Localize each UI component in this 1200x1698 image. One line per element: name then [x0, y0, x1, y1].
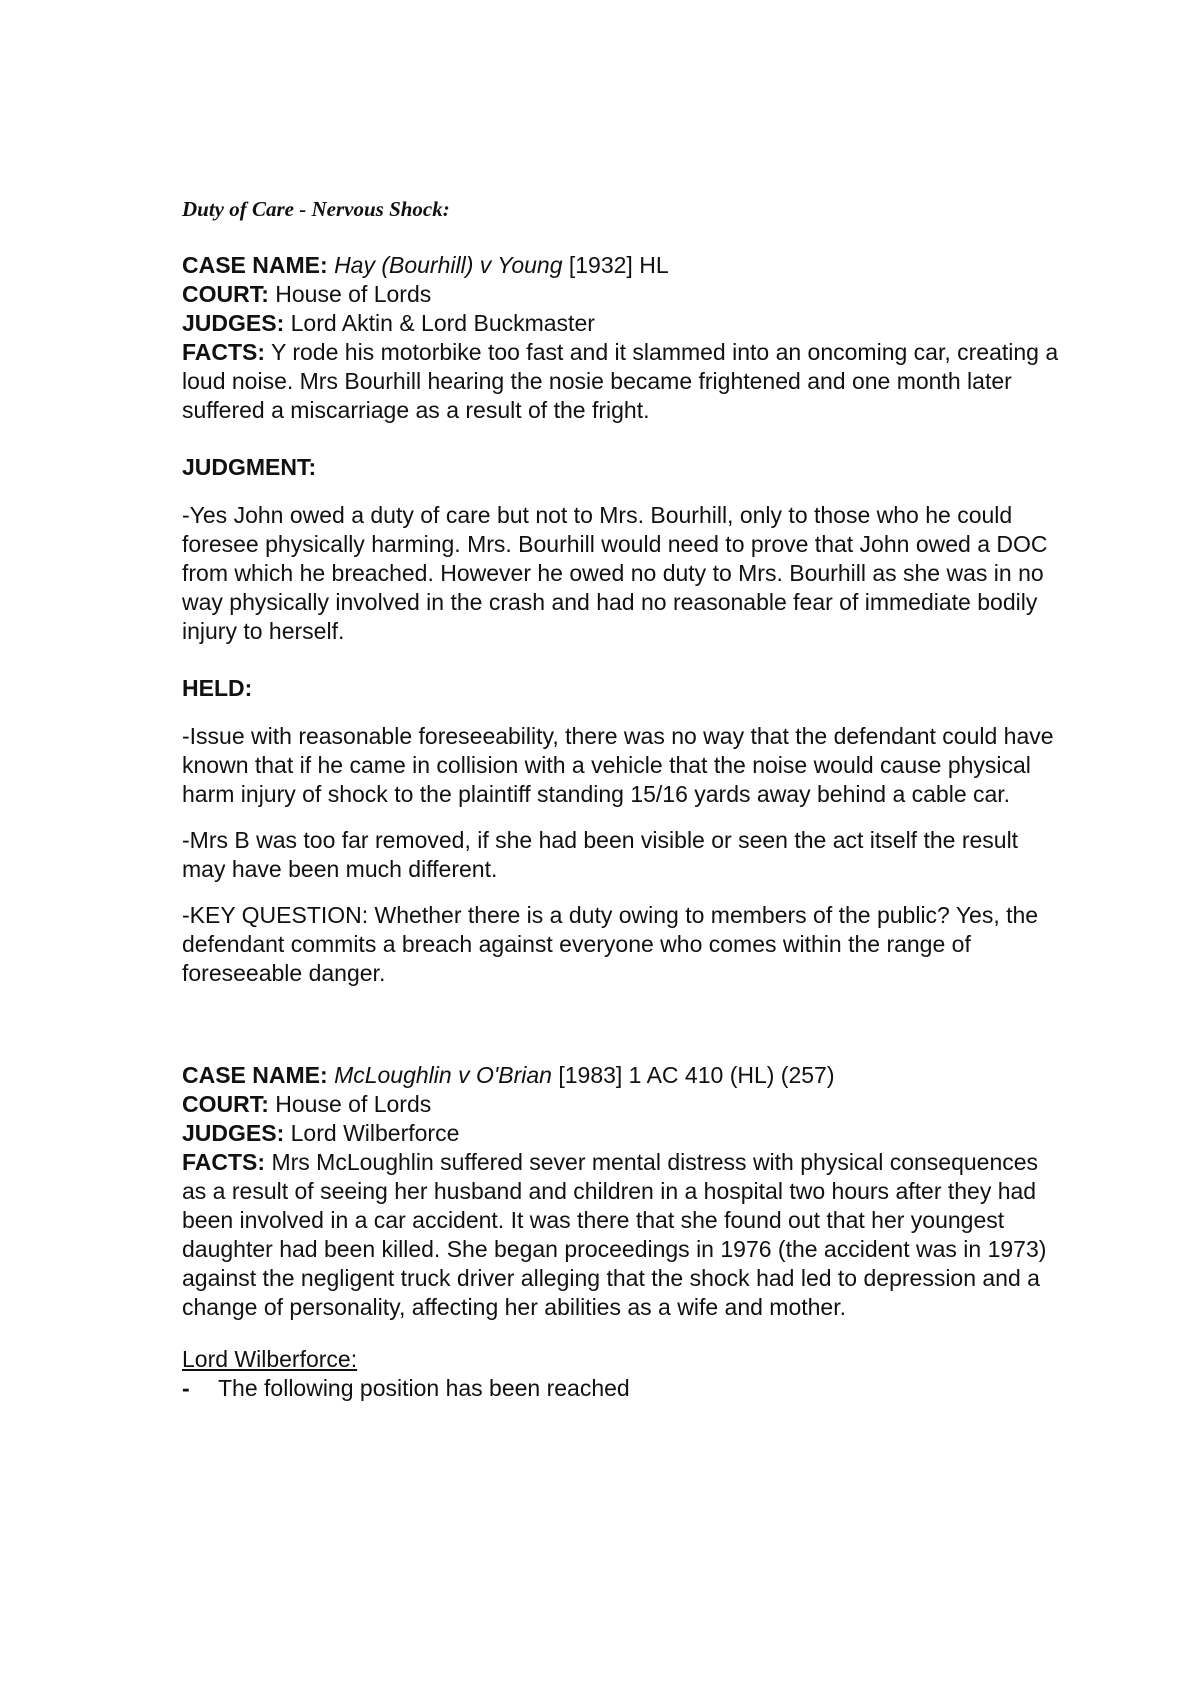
- held-point: -KEY QUESTION: Whether there is a duty owing to members of the public? Yes, the defendant commits a breach against everyone who comes within the range of foreseeable danger.: [182, 902, 1039, 986]
- held-point: -Issue with reasonable foreseeability, there was no way that the defendant could have known that if he came in collision with a vehicle that the noise would cause physical harm injury of shock to the plaintiff standing 15/16 yards away behind a cable car.: [182, 723, 1054, 807]
- facts-text: Y rode his motorbike too fast and it slammed into an oncoming car, creating a loud noise. Mrs Bourhill hearing the nosie became frightened and one month later suffered a miscarriage as a result of the fright.: [182, 339, 1059, 423]
- case-1: [182, 251, 1062, 988]
- judges-value: Lord Aktin & Lord Buckmaster: [284, 310, 595, 336]
- judges-value: Lord Wilberforce: [284, 1120, 460, 1146]
- subheading-lord-wilberforce: Lord Wilberforce:: [182, 1346, 358, 1372]
- facts-label: FACTS:: [182, 339, 266, 365]
- judges-line: [182, 1119, 1062, 1148]
- bullet-text: The following position has been reached: [218, 1375, 630, 1401]
- case-name-label: CASE NAME:: [182, 252, 328, 278]
- facts-label: FACTS:: [182, 1149, 266, 1175]
- held-point: -Mrs B was too far removed, if she had been visible or seen the act itself the result may have been much different.: [182, 827, 1019, 882]
- held-heading: HELD:: [182, 675, 253, 701]
- case-name-line: [182, 251, 1062, 280]
- facts-paragraph: [182, 1148, 1062, 1322]
- case-name-italic: Hay (Bourhill) v Young: [334, 252, 563, 278]
- court-line: [182, 280, 1062, 309]
- case-citation: [1932] HL: [562, 252, 669, 278]
- facts-paragraph: [182, 338, 1062, 425]
- facts-text: Mrs McLoughlin suffered sever mental distress with physical consequences as a result of seeing her husband and children in a hospital two hours after they had been involved in a car accident. It was there that she found out that her youngest daughter had been killed. She began proceedings in 1976 (the accident was in 1973) against the negligent truck driver alleging that the shock had led to depression and a change of personality, affecting her abilities as a wife and mother.: [182, 1149, 1047, 1320]
- case-name-italic: McLoughlin v O'Brian: [334, 1062, 552, 1088]
- judges-label: JUDGES:: [182, 310, 285, 336]
- case-name-line: [182, 1061, 1062, 1090]
- judgment-text: -Yes John owed a duty of care but not to Mrs. Bourhill, only to those who he could foresee physically harming. Mrs. Bourhill would need to prove that John owed a DOC from which he breached. However he owed no duty to Mrs. Bourhill as she was in no way physically involved in the crash and had no reasonable fear of immediate bodily injury to herself.: [182, 502, 1048, 644]
- case-citation: [1983] 1 AC 410 (HL) (257): [551, 1062, 835, 1088]
- bullet-marker: -: [182, 1375, 190, 1401]
- court-label: COURT:: [182, 281, 269, 307]
- bullet-item: [182, 1374, 1062, 1403]
- court-value: House of Lords: [268, 281, 432, 307]
- judgment-heading: JUDGMENT:: [182, 454, 317, 480]
- case-2: [182, 1061, 1062, 1403]
- case-name-label: CASE NAME:: [182, 1062, 328, 1088]
- document-title: Duty of Care - Nervous Shock:: [182, 197, 450, 221]
- court-label: COURT:: [182, 1091, 269, 1117]
- judges-line: [182, 309, 1062, 338]
- court-value: House of Lords: [268, 1091, 432, 1117]
- court-line: [182, 1090, 1062, 1119]
- case-separator: [182, 1005, 1062, 1061]
- document-page: [182, 195, 1062, 1403]
- judges-label: JUDGES:: [182, 1120, 285, 1146]
